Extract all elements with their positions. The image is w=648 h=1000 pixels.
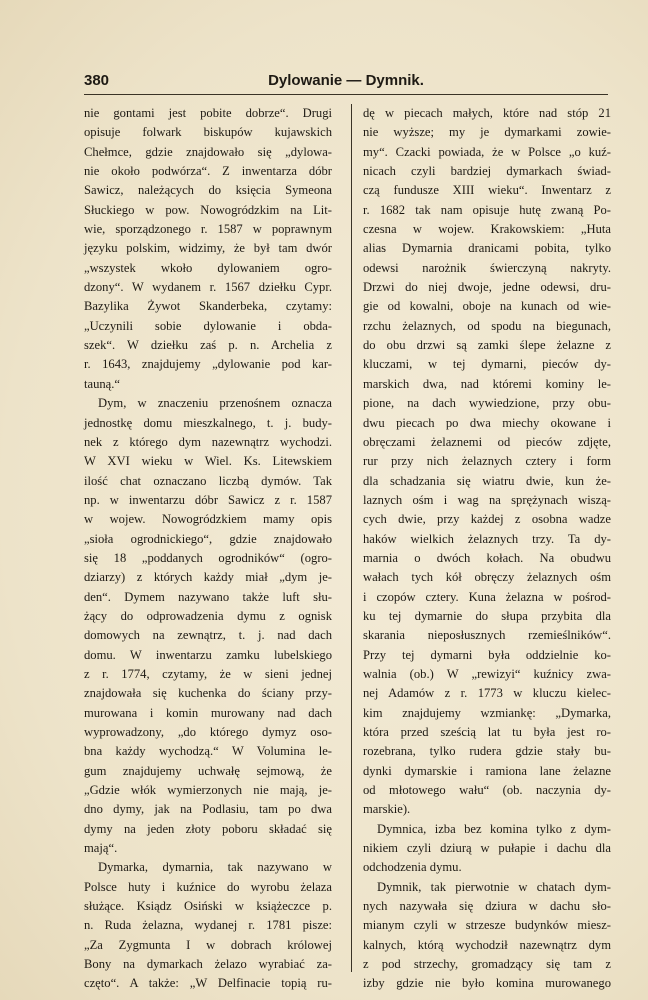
text-line: walnia (ob.) W „rewizyi“ kuźnicy zwa- [363,666,611,681]
text-line: rozebrana, tylko rudera gdzie stały bu- [363,744,611,759]
header-rule [84,94,608,95]
text-line: bna każdy wychodzą.“ W Volumina le- [84,744,332,759]
text-line: rur przy nich żelaznych cztery i form [363,454,611,469]
text-line: r. 1682 tak nam opisuje hutę zwaną Po- [363,202,611,217]
text-line: np. w inwentarzu dóbr Sawicz z r. 1587 [84,492,332,507]
text-line: nie gontami jest pobite dobrze“. Drugi [84,106,332,120]
text-line: mianym czyli w strzesze budynków miesz- [363,918,611,933]
right-column [363,104,611,994]
text-line: domowych na zewnątrz, t. j. nad dach [84,628,332,643]
text-line: jednostkę domu mieszkalnego, t. j. budy- [84,415,332,430]
text-line: nek z którego dym nazewnątrz wychodzi. [84,434,332,449]
text-line: z pod strzechy, gromadzący się tam z [363,957,611,972]
text-line: pione, na dach wywiedzione, przy obu- [363,396,611,411]
text-line: z r. 1774, czytamy, że w sieni jednej [84,666,332,681]
text-line: den“. Dymem nazywano także luft słu- [84,589,332,604]
text-line: kluczami, w tej dymarni, pieców dy- [363,357,611,372]
text-line: haków wielkich żelaznych trzy. Ta dy- [363,531,611,546]
left-column [84,104,332,994]
text-line: wyprowadzony, „do którego dymyz oso- [84,725,332,739]
text-line: dynki dymarskie i ramiona lane żelazne [363,763,611,778]
text-line: dzony“. W wydanem r. 1567 dziełku Cypr. [84,280,332,295]
text-line: nie około podwórza“. Z inwentarza dóbr [84,164,332,179]
text-line: do obu drzwi są zamki ślepe żelazne z [363,338,611,353]
text-line: nie wyższe; my je dymarkami zowie- [363,125,611,140]
text-line: Polsce huty i kuźnice do wyrobu żelaza [84,879,332,894]
entry-start-line: Dymnik, tak pierwotnie w chatach dym- [377,879,611,894]
text-line: nikiem czyli dziurą w pułapie i dachu dla [363,841,611,856]
text-line: Sawicz, należących do księcia Symeona [84,183,332,198]
text-line: marskie). [363,802,411,817]
text-line: żący do odprowadzenia dymu z ognisk [84,608,332,623]
text-line: „Za Zygmunta I w dobrach królowej [84,937,332,952]
text-line: nej Adamów z r. 1773 w kluczu kielec- [363,686,611,701]
text-line: kalnych, którą wychodził nazewnątrz dym [363,937,611,952]
text-line: znajdowała się kuchenka do ściany przy- [84,686,332,701]
text-line: dziarzy) z których każdy miał „dym je- [84,570,332,585]
text-line: obręczami żelaznemi od pieców zdjęte, [363,434,611,449]
text-line: „sioła ogrodnickiego“, gdzie znajdowało [84,531,332,546]
text-line: wie, sporządzonego r. 1587 w poprawnym [84,222,332,237]
column-divider [351,104,352,972]
text-line: nych nazywała się dziura w dachu sło- [363,899,611,914]
text-line: odchodzenia dymu. [363,860,462,875]
running-head: Dylowanie — Dymnik. [268,72,424,89]
text-line: gum znajdujemy uchwałę sejmową, że [84,763,332,778]
text-line: gie od kowalni, oboje na kunach od wie- [363,299,611,314]
text-line: dla schadzania się wiatru dwie, kun że- [363,473,611,488]
text-line: izby gdzie nie było komina murowanego [363,976,611,991]
text-line: ku tej dymarnie do słupa przybita dla [363,608,611,623]
text-line: skarania nieposłusznych rzemieślników“. [363,628,611,643]
text-line: nicach czyli bardziej dymarkach świad- [363,164,611,179]
text-line: my“. Czacki powiada, że w Polsce „o kuź- [363,144,611,159]
text-line: r. 1643, znajdujemy „dylowanie pod kar- [84,357,332,372]
text-line: dymy na jeden złoty poboru składać się [84,821,332,836]
text-line: częto“. A także: „W Delfinacie topią ru- [84,976,332,991]
text-line: Bony na dymarkach żelazo wyrabiać za- [84,957,332,972]
text-line: tauną.“ [84,376,121,391]
text-line: szek“. W dziełku zaś p. n. Archelia z [84,338,332,353]
text-line: odewsi narożnik świerczyną nakryty. [363,260,611,275]
text-line: „Uczynili sobie dylowanie i obda- [84,318,332,333]
text-line: Drzwi do niej dwoje, jedne odewsi, dru- [363,280,611,295]
text-line: służące. Ksiądz Osiński w książeczce p. [84,899,332,914]
text-line: marnia o dwóch kołach. Na obudwu [363,550,611,565]
text-line: murowana i komin murowany nad dach [84,705,332,720]
text-line: opisuje folwark biskupów kujawskich [84,125,332,140]
text-line: alias Dymarnia dranicami pobita, tylko [363,241,611,256]
text-line: dwu piecach po dwa miechy okowane i [363,415,611,430]
text-line: laznych ośm i wag na sprężynach wiszą- [363,492,611,507]
text-line: Chełmce, gdzie znajdowało się „dylowa- [84,144,332,159]
text-line: domu. W inwentarzu zamku lubelskiego [84,647,332,662]
entry-start-line: Dym, w znaczeniu przenośnem oznacza [98,396,332,411]
text-line: marskich dwa, nad któremi kominy le- [363,376,611,391]
text-line: cych dwie, przy każdej z osobna wadze [363,512,611,527]
text-line: W XVI wieku w Wiel. Ks. Litewskiem [84,454,332,469]
text-line: się 18 „poddanych ogrodników“ (ogro- [84,550,332,565]
text-line: języku polskim, widzimy, że był tam dwór [84,241,332,256]
text-line: mają“. [84,841,118,856]
text-line: dno dymy, jak na Podlasiu, tam po dwa [84,802,332,817]
page-header [84,72,608,94]
text-line: czą fundusze XIII wieku“. Inwentarz z [363,183,611,198]
text-line: Przy tej dymarni była oddzielnie ko- [363,647,611,662]
text-line: rzchu żelaznych, od spodu na biegunach, [363,318,611,333]
text-line: dę w piecach małych, które nad stóp 21 [363,106,611,120]
page-number: 380 [84,72,110,89]
text-line: od młotowego wału“ (ob. naczynia dy- [363,783,611,798]
text-line: „wszystek wkoło dylowaniem ogro- [84,260,332,275]
text-line: Bazylika Żywot Skanderbeka, czytamy: [84,299,332,314]
text-line: kim znajdujemy wzmiankę: „Dymarka, [363,705,611,720]
text-line: czesna w wojew. Krakowskiem: „Huta [363,222,611,237]
text-line: ilość chat oznaczano liczbą dymów. Tak [84,473,332,488]
text-line: n. Ruda żelazna, wydanej r. 1781 pisze: [84,918,332,933]
text-line: „Gdzie włók wymierzonych nie mają, je- [84,783,332,798]
text-line: która przed sześcią lat tu była jest ro- [363,725,611,739]
text-line: w wojew. Nowogródzkiem mamy opis [84,512,332,527]
text-line: Słuckiego w pow. Nowogródzkim na Lit- [84,202,332,217]
entry-start-line: Dymarka, dymarnia, tak nazywano w [98,860,332,875]
text-line: i czopów cztery. Kuna żelazna w pośrod- [363,589,611,604]
entry-start-line: Dymnica, izba bez komina tylko z dym- [377,821,611,836]
text-line: wałach tych kół obręczy żelaznych ośm [363,570,611,585]
